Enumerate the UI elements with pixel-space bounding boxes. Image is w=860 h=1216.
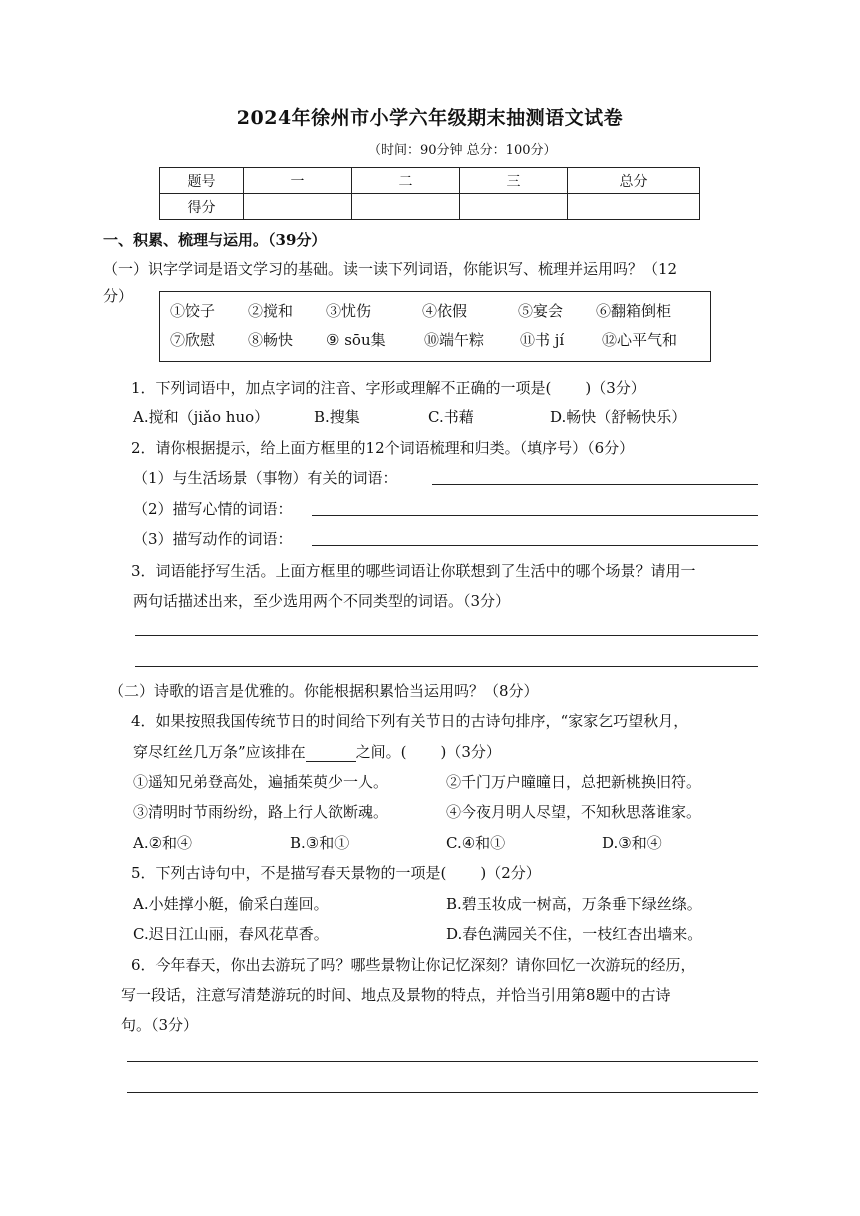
word-item: ⑧畅快 <box>248 331 294 349</box>
answer-line[interactable] <box>127 1092 758 1093</box>
word-item: ⑫心平气和 <box>602 331 678 349</box>
option-d: D.畅快（舒畅快乐） <box>550 408 687 426</box>
option-b: B.搜集 <box>314 408 360 426</box>
score-input-cell[interactable] <box>244 194 352 220</box>
word-item: ⑨ sōu集 <box>326 331 386 349</box>
q2-item-3: （3）描写动作的词语： <box>133 530 293 548</box>
question-5 <box>131 862 541 883</box>
poem-line: ①遥知兄弟登高处，遍插茱萸少一人。 <box>133 773 389 791</box>
question-2: 2．请你根据提示，给上面方框里的12个词语梳理和归类。（填序号）（6分） <box>131 439 635 457</box>
word-item: ①饺子 <box>170 302 216 320</box>
table-cell: 总分 <box>568 168 700 194</box>
option-b: B.碧玉妆成一树高，万条垂下绿丝绦。 <box>446 895 702 913</box>
question-points: )（2分） <box>480 864 541 882</box>
answer-line[interactable] <box>312 545 758 546</box>
question-stem: 1．下列词语中，加点字词的注音、字形或理解不正确的一项是( <box>131 379 552 397</box>
option-a: A.②和④ <box>133 834 193 852</box>
answer-line[interactable] <box>127 1061 758 1062</box>
q2-item-1: （1）与生活场景（事物）有关的词语： <box>133 469 398 487</box>
question-6-cont: 句。（3分） <box>121 1016 199 1034</box>
answer-line[interactable] <box>135 666 758 667</box>
option-a: A.小娃撑小艇，偷采白莲回。 <box>133 895 329 913</box>
section-heading: 一、积累、梳理与运用。（39分） <box>103 231 327 249</box>
score-table <box>159 167 700 220</box>
question-3: 3．词语能抒写生活。上面方框里的哪些词语让你联想到了生活中的哪个场景？请用一 <box>131 562 696 580</box>
q2-item-2: （2）描写心情的词语： <box>133 500 293 518</box>
word-item: ②搅和 <box>248 302 294 320</box>
table-cell: 得分 <box>160 194 244 220</box>
table-row <box>160 168 700 194</box>
option-d: D.③和④ <box>602 834 662 852</box>
exam-subtitle: （时间：90分钟 总分：100分） <box>368 143 557 158</box>
poem-line: ③清明时节雨纷纷，路上行人欲断魂。 <box>133 803 389 821</box>
word-item: ⑥翻箱倒柜 <box>596 302 672 320</box>
score-input-cell[interactable] <box>460 194 568 220</box>
poem-line: ②千门万户曈曈日，总把新桃换旧符。 <box>446 773 702 791</box>
option-a: A.搅和（jiǎo huo） <box>133 408 270 426</box>
word-item: ⑪书 jí <box>520 331 565 349</box>
table-row <box>160 194 700 220</box>
question-1 <box>131 377 646 398</box>
answer-line[interactable] <box>135 635 758 636</box>
part-intro: （一）识字学词是语文学习的基础。读一读下列词语，你能识写、梳理并运用吗？（12 <box>103 260 678 278</box>
word-item: ⑩端午粽 <box>424 331 485 349</box>
exam-title: 2024年徐州市小学六年级期末抽测语文试卷 <box>236 107 624 129</box>
question-4-cont <box>133 741 501 762</box>
word-item: ⑤宴会 <box>518 302 564 320</box>
option-c: C.迟日江山丽，春风花草香。 <box>133 925 329 943</box>
question-stem: 穿尽红丝几万条”应该排在 <box>133 743 306 761</box>
word-item: ③忧伤 <box>326 302 372 320</box>
question-6: 6．今年春天，你出去游玩了吗？哪些景物让你记忆深刻？请你回忆一次游玩的经历， <box>131 956 696 974</box>
table-cell: 一 <box>244 168 352 194</box>
table-cell: 题号 <box>160 168 244 194</box>
question-3-cont: 两句话描述出来，至少选用两个不同类型的词语。（3分） <box>133 592 511 610</box>
score-input-cell[interactable] <box>352 194 460 220</box>
word-box <box>159 291 711 362</box>
option-b: B.③和① <box>290 834 350 852</box>
question-stem: 5．下列古诗句中，不是描写春天景物的一项是( <box>131 864 447 882</box>
part-intro-cont: 分） <box>103 287 134 305</box>
question-points: )（3分） <box>440 743 501 761</box>
question-4: 4．如果按照我国传统节日的时间给下列有关节日的古诗句排序，“家家乞巧望秋月， <box>131 712 689 730</box>
table-cell: 二 <box>352 168 460 194</box>
poem-line: ④今夜月明人尽望，不知秋思落谁家。 <box>446 803 702 821</box>
question-6-cont: 写一段话，注意写清楚游玩的时间、地点及景物的特点，并恰当引用第8题中的古诗 <box>121 986 671 1004</box>
question-stem: 之间。( <box>355 743 407 761</box>
question-points: )（3分） <box>585 379 646 397</box>
table-cell: 三 <box>460 168 568 194</box>
score-input-cell[interactable] <box>568 194 700 220</box>
option-d: D.春色满园关不住，一枝红杏出墙来。 <box>446 925 703 943</box>
answer-line[interactable] <box>432 484 758 485</box>
fill-blank[interactable] <box>306 747 356 762</box>
option-c: C.④和① <box>446 834 506 852</box>
part-intro: （二）诗歌的语言是优雅的。你能根据积累恰当运用吗？（8分） <box>109 682 539 700</box>
word-item: ⑦欣慰 <box>170 331 216 349</box>
answer-line[interactable] <box>312 515 758 516</box>
option-c: C.书藉 <box>428 408 474 426</box>
word-item: ④依假 <box>422 302 468 320</box>
